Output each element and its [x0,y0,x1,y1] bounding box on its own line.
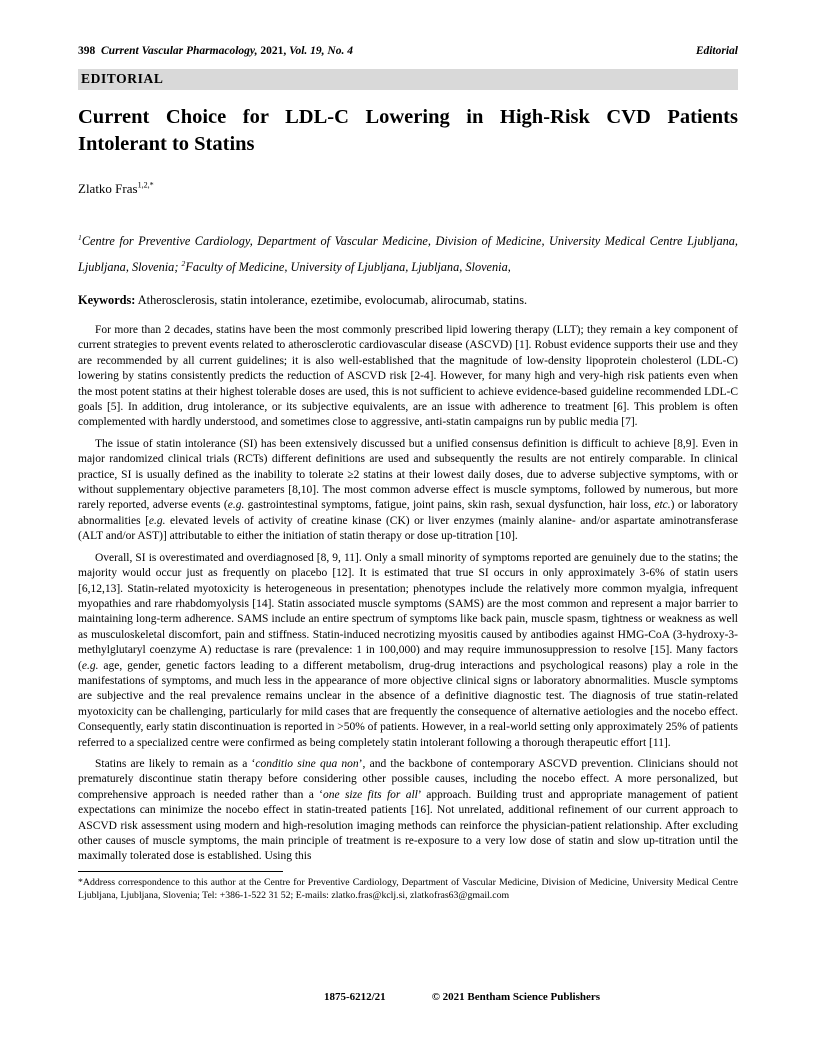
section-banner-label: EDITORIAL [81,71,164,86]
footnote-rule [78,871,283,872]
author-line [78,181,738,197]
issn-code: 1875-6212/21 [323,991,386,1003]
page-number: 398 [78,45,96,57]
running-header-left [78,44,353,58]
affiliation-marker-1: 1 [78,232,82,242]
keywords-text: Atherosclerosis, statin intolerance, ezetimibe, evolocumab, alirocumab, statins. [135,293,528,307]
body-paragraph: For more than 2 decades, statins have been the most commonly prescribed lipid lowering therapy (LLT); they remain a key component of current strategies to prevent events related to atherosclerotic cardiovascular disease (ASCVD) [1]. Robust evidence supports their use and they are recommended by all current guidelines; it is also well-established that the magnitude of low-density lipoprotein cholesterol (LDL-C) lowering by statins consistently predicts the reduction of ASCVD risk [2-4]. However, for many high and very-high risk patients even when the most potent statins at their highest tolerable doses are used, this is not sufficient to achieve evidence-based guideline recommended LDL-C goals [5]. In addition, drug intolerance, or its subjective equivalents, are an issue with adherence to treatment [6]. This problem is often complemented with hardly understood, and sometimes close to aggressive, anti-statin campaigns run by public media [7]. [78,324,738,429]
footnote-block [78,871,738,903]
body-paragraph: The issue of statin intolerance (SI) has been extensively discussed but a unified consensus definition is difficult to achieve [8,9]. Even in major randomized clinical trials (RCTs) different definitions are used and subsequently the results are not entirely comparable. In clinical practice, SI is usually defined as the inability to tolerate ≥2 statins at their lowest daily doses, due to adverse subjective symptoms, with or without supplementary objective parameters [8,10]. The most common adverse effect is muscle symptoms, followed by numerous, but more rarely reported, adverse events (e.g. gastrointestinal symptoms, fatigue, joint pains, skin rash, sexual dysfunction, hair loss, etc.) or laboratory abnormalities [e.g. elevated levels of activity of creatine kinase (CK) or liver enzymes (mainly alanine- and/or aspartate aminotransferase (ALT and/or AST)] attributable to either the initiation of statin therapy or dose up-titration [10]. [78,437,739,543]
author-name: Zlatko Fras [78,181,138,196]
correspondence-footnote: *Address correspondence to this author at the Centre for Preventive Cardiology, Department of Vascular Medicine, Division of Medicine, University Medical Centre Ljubljana, Ljubljana, Slovenia; Tel: +386-1-522 31 52; E-mails: zlatko.fras@kclj.si, zlatkofras63@gmail.com [78,876,738,902]
running-header-right: Editorial [695,45,738,57]
author-superscript: 1,2,* [137,180,154,190]
page-footer [54,991,816,1003]
journal-volume: Vol. 19, No. 4 [289,45,353,57]
body-text [78,323,738,865]
affiliation-text-2: Faculty of Medicine, University of Ljubljana, Ljubljana, Slovenia, [185,260,511,274]
affiliation-marker-2: 2 [181,258,186,268]
affiliation-text-1: Centre for Preventive Cardiology, Department of Vascular Medicine, Division of Medicine, University Medical Centre Ljubljana, Ljubljana, Slovenia; [78,234,738,274]
article-title: Current Choice for LDL-C Lowering in High-Risk CVD Patients Intolerant to Statins [78,106,738,155]
body-paragraph: Statins are likely to remain as a ‘conditio sine qua non’, and the backbone of contemporary ASCVD prevention. Clinicians should not prematurely discontinue statin therapy before considering other possible causes, including the nocebo effect. A more personalized, but comprehensive approach is needed rather than a ‘one size fits for all’ approach. Building trust and appropriate management of patient expectations can minimize the nocebo effect in statin-treated patients [16]. Not unrelated, additional refinement of our current approach to ASCVD risk assessment using modern and high-resolution imaging methods can reinforce the physician-patient relationship. After excluding other causes of muscle symptoms, the main principle of treatment is re-exposure to a very low dose of statin and slow up-titration until the maximally tolerated dose is established. Using this [78,757,738,863]
copyright-notice: © 2021 Bentham Science Publishers [431,991,601,1003]
body-paragraph: Overall, SI is overestimated and overdiagnosed [8, 9, 11]. Only a small minority of symptoms reported are genuinely due to the statins; the majority would occur just as frequently on placebo [12]. It is estimated that true SI occurs in only approximately 3-6% of statin users [6,12,13]. Statin-related myotoxicity is heterogeneous in presentation; phenotypes include the relatively more common myalgia, infrequent myopathies and rare rhabdomyolysis [14]. Statin associated muscle symptoms (SAMS) are the most common and represent a major barrier to maintaining long-term adherence. SAMS include an entire spectrum of symptoms like back pain, muscle spasm, tightness or weakness as well as musculoskeletal discomfort, pain and stiffness. Statin-induced necrotizing myositis caused by antibodies against HMG-CoA (3-hydroxy-3-methylglutaryl coenzyme A) reductase is rare (prevalence: 1 in 100,000) and may require immunosuppression to resolve [15]. Many factors (e.g. age, gender, genetic factors leading to a different metabolism, drug-drug interactions and psychological reasons) play a role in the manifestations of symptoms, and much less in the appearance of more objective clinical signs or laboratory abnormalities. Muscle symptoms are subjective and the real prevalence remains unclear in the absence of a definitive diagnostic test. The diagnosis of true statin-related myotoxicity can be challenging, particularly for mild cases that are frequently the consequence of alternative aetiologies and the nocebo effect. Consequently, early statin discontinuation is reported in >50% of patients. However, in a real-world setting only approximately 25% of patients referred to a specialized centre were confirmed as being completely statin intolerant following a thorough therapeutic effort [11]. [78,551,738,749]
section-banner [78,69,738,90]
journal-title: Current Vascular Pharmacology, [101,45,258,57]
affiliation [78,228,738,280]
keywords-label: Keywords: [78,293,136,307]
running-header [78,44,738,58]
keywords-line [78,293,738,308]
journal-year: 2021, [260,45,287,57]
